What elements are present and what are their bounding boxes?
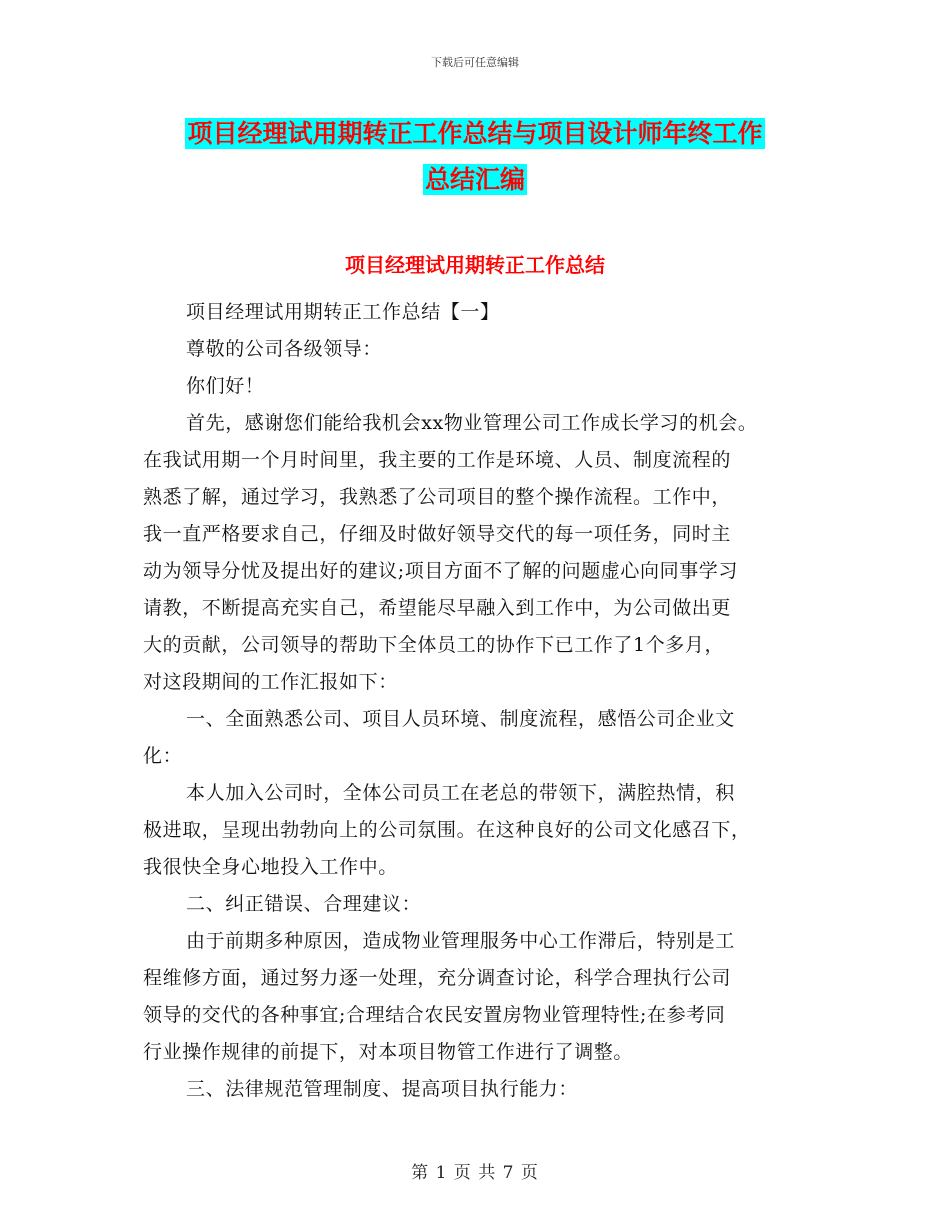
body-line: 项目经理试用期转正工作总结【一】 (186, 301, 500, 323)
body-line: 程维修方面，通过努力逐一处理，充分调查讨论，科学合理执行公司 (143, 967, 732, 989)
body-line: 我很快全身心地投入工作中。 (143, 856, 398, 878)
section-title: 项目经理试用期转正工作总结 (345, 253, 605, 277)
body-line: 一、全面熟悉公司、项目人员环境、制度流程，感悟公司企业文 (186, 708, 735, 730)
body-line: 二、纠正错误、合理建议： (186, 893, 422, 915)
body-line: 我一直严格要求自己，仔细及时做好领导交代的每一项任务，同时主 (143, 523, 732, 545)
body-line: 请教，不断提高充实自己，希望能尽早融入到工作中，为公司做出更 (143, 597, 732, 619)
body-line: 对这段期间的工作汇报如下： (143, 671, 398, 693)
body-line: 首先，感谢您们能给我机会xx物业管理公司工作成长学习的机会。 (186, 412, 758, 434)
body-line: 在我试用期一个月时间里，我主要的工作是环境、人员、制度流程的 (143, 449, 732, 471)
document-title-line-2 (0, 160, 950, 196)
body-line: 熟悉了解，通过学习，我熟悉了公司项目的整个操作流程。工作中， (143, 486, 732, 508)
document-title-line-1 (0, 114, 950, 150)
body-line: 动为领导分忧及提出好的建议;项目方面不了解的问题虚心向同事学习 (143, 560, 739, 582)
body-line: 领导的交代的各种事宜;合理结合农民安置房物业管理特性;在参考同 (143, 1004, 726, 1026)
body-line: 极进取，呈现出勃勃向上的公司氛围。在这种良好的公司文化感召下， (143, 819, 751, 841)
body-line: 大的贡献，公司领导的帮助下全体员工的协作下已工作了1个多月， (143, 634, 725, 656)
body-line: 化： (143, 745, 183, 767)
body-line: 行业操作规律的前提下，对本项目物管工作进行了调整。 (143, 1041, 634, 1063)
body-line: 三、法律规范管理制度、提高项目执行能力： (186, 1078, 579, 1100)
body-line: 你们好！ (186, 375, 265, 397)
document-title-text-2: 总结汇编 (424, 165, 525, 194)
body-line: 由于前期多种原因，造成物业管理服务中心工作滞后，特别是工 (186, 930, 735, 952)
body-text (143, 294, 833, 1108)
page-footer: 第 1 页 共 7 页 (411, 1163, 539, 1183)
body-line: 尊敬的公司各级领导： (186, 338, 383, 360)
body-line: 本人加入公司时，全体公司员工在老总的带领下，满腔热情，积 (186, 782, 735, 804)
document-title-text-1: 项目经理试用期转正工作总结与项目设计师年终工作 (187, 119, 763, 148)
header-note: 下载后可任意编辑 (431, 56, 519, 69)
